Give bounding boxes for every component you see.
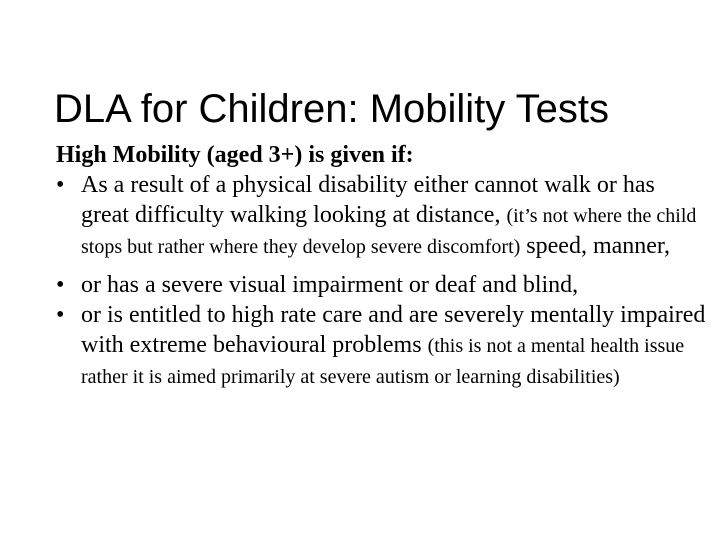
bullet-icon: • bbox=[56, 272, 65, 298]
bullet-icon: • bbox=[56, 172, 65, 198]
bullet-1-tail: speed, manner, bbox=[520, 233, 670, 259]
subheading: High Mobility (aged 3+) is given if: bbox=[56, 142, 414, 168]
bullet-icon: • bbox=[56, 302, 65, 328]
bullet-item-2 bbox=[56, 270, 706, 300]
bullet-2-text: or has a severe visual impairment or deaf and blind, bbox=[81, 272, 579, 298]
slide-body bbox=[56, 140, 706, 392]
bullet-item-1 bbox=[56, 170, 706, 262]
bullet-3-text: or is entitled to high rate care and are severely mentally impaired with extreme behavioural problems bbox=[81, 302, 706, 358]
bullet-1-note: (it’s not where the child stops but rather where they develop severe discomfort) bbox=[81, 205, 697, 258]
bullet-item-3 bbox=[56, 300, 706, 392]
bullet-3-note: (this is not a mental health issue rather it is aimed primarily at severe autism or learning disabilities) bbox=[81, 335, 685, 388]
bullet-1-text: As a result of a physical disability either cannot walk or has great difficulty walking looking at distance, bbox=[81, 172, 655, 228]
slide-title: DLA for Children: Mobility Tests bbox=[54, 87, 610, 131]
